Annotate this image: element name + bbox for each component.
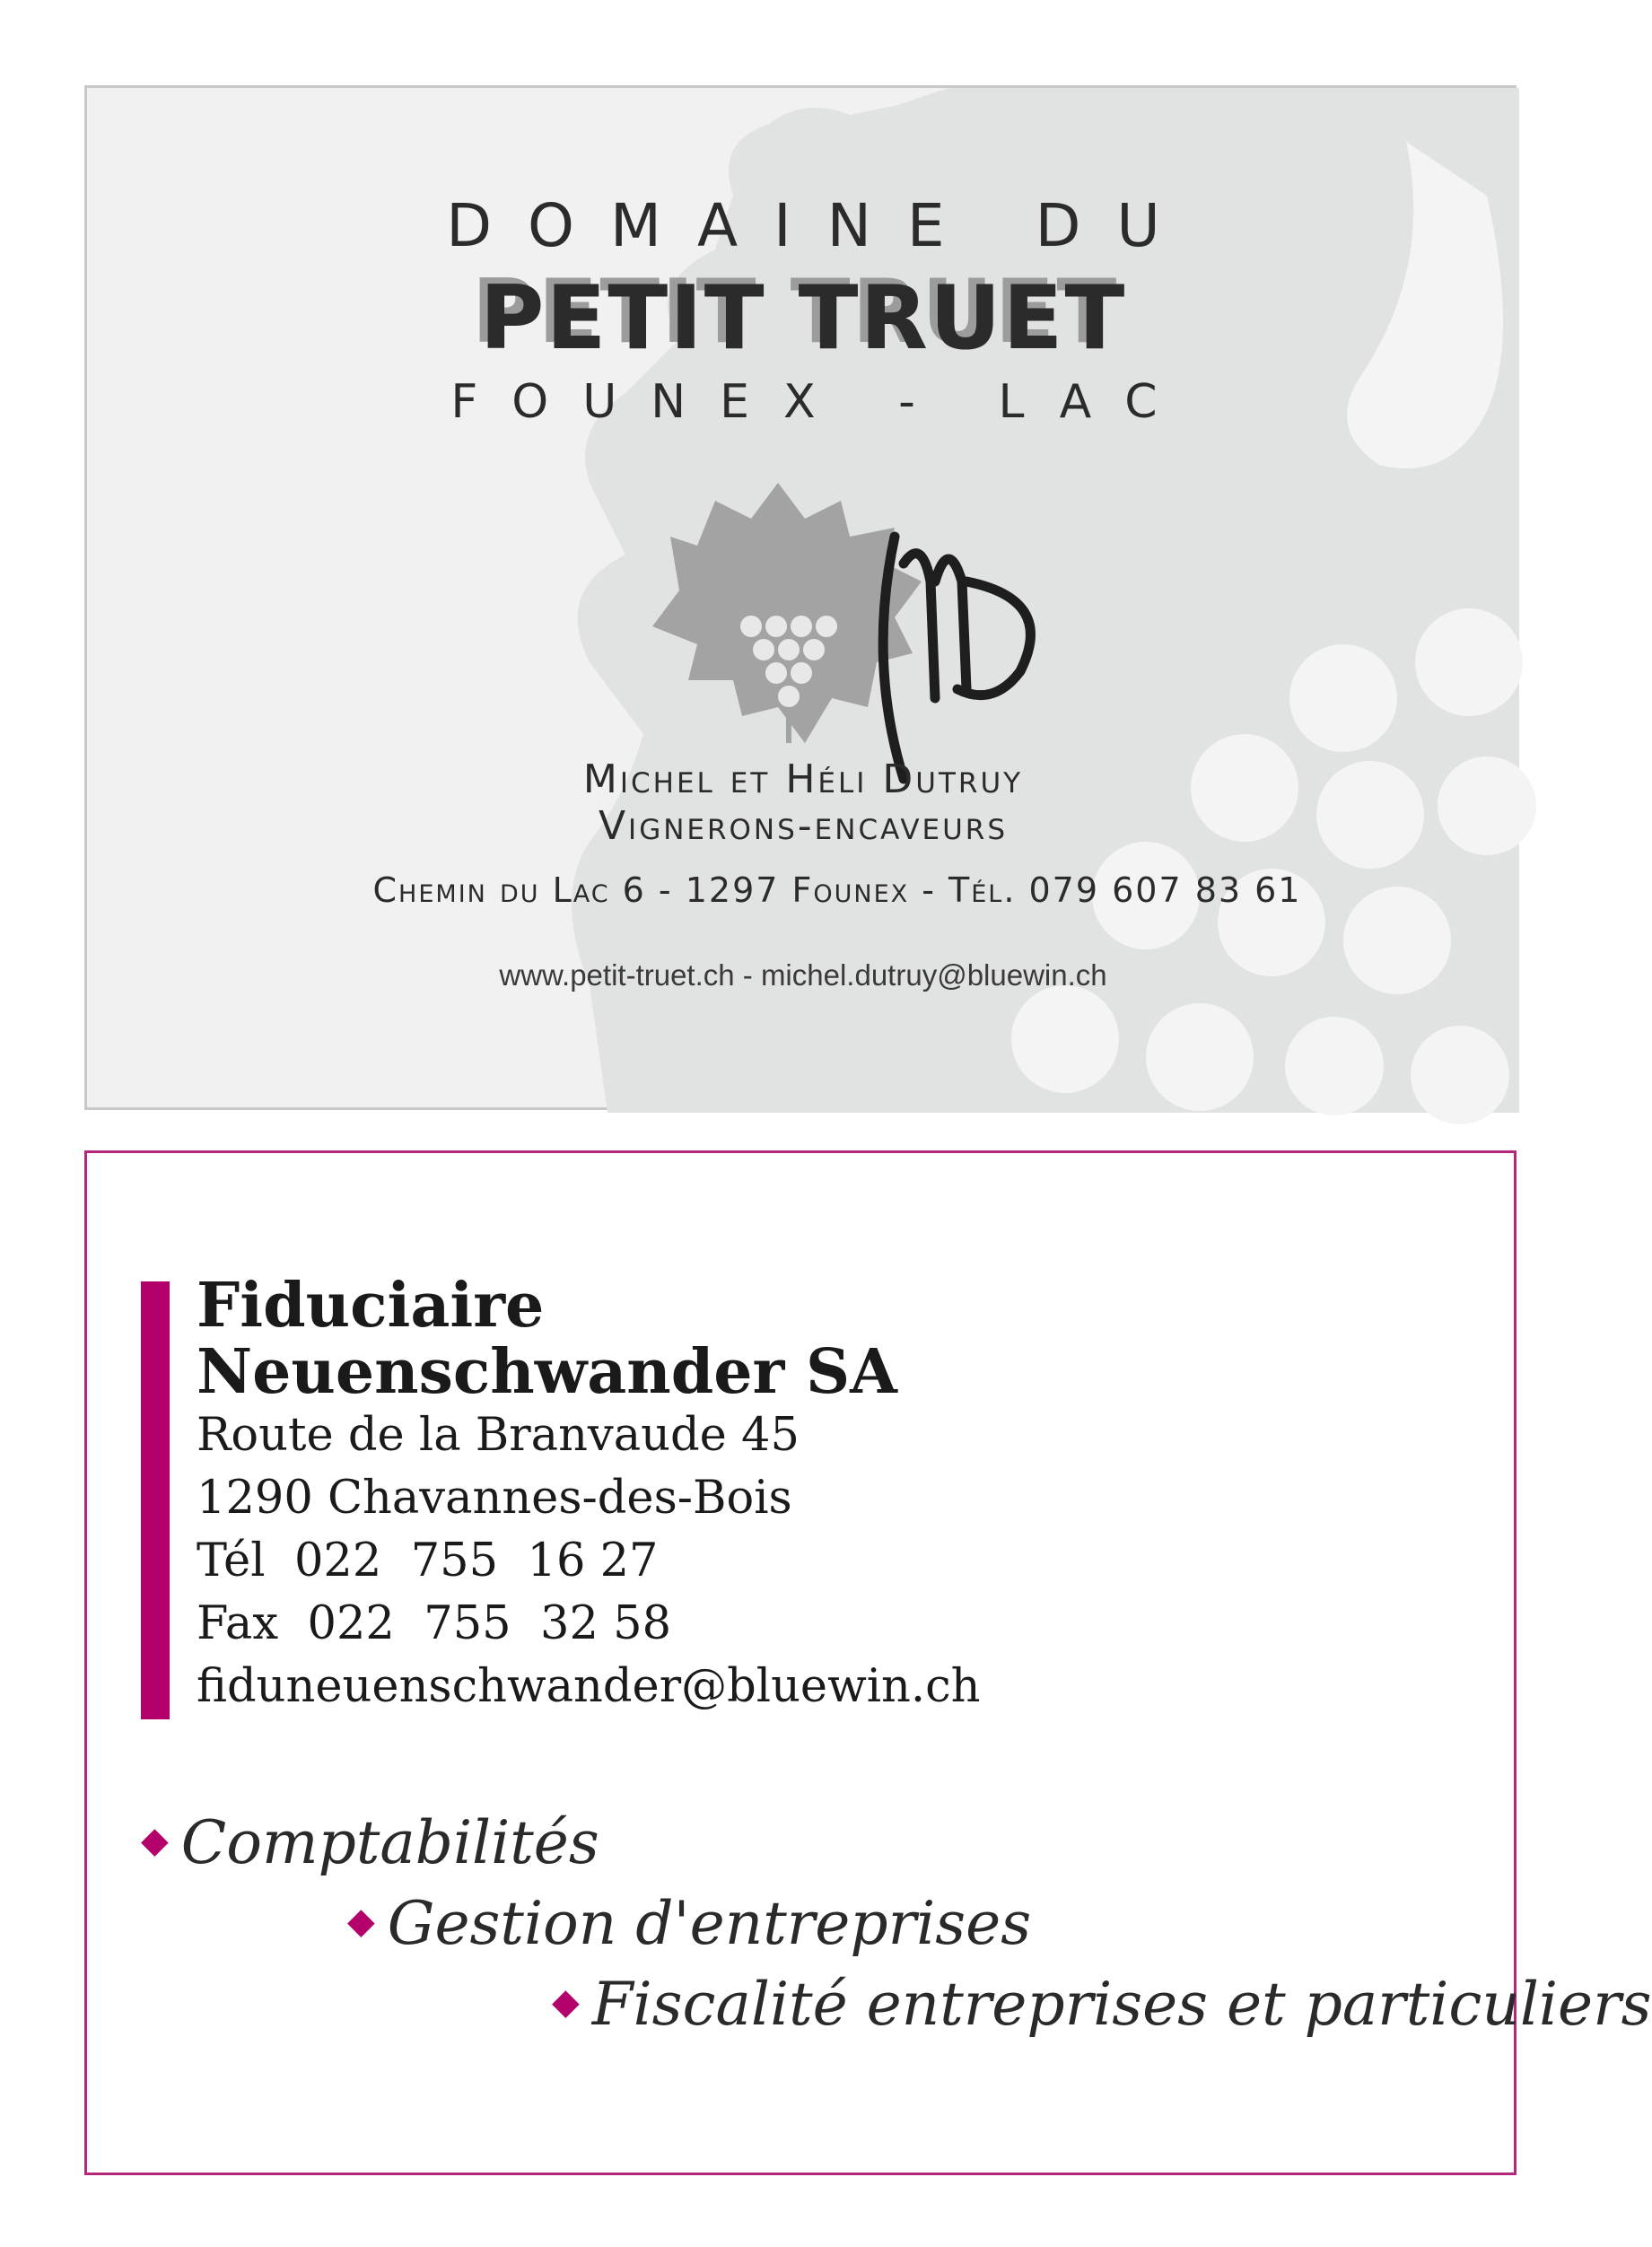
fiduciary-business-card [84, 1150, 1652, 2175]
city-address: 1290 Chavannes-des-Bois [197, 1472, 792, 1525]
wine-estate-business-card [84, 85, 1517, 1110]
web-email-line: www.petit-truet.ch - michel.dutruy@bluewin.ch [499, 958, 1107, 992]
service-item [552, 1970, 1652, 2039]
md-monogram-icon [883, 537, 1030, 779]
service-label: Gestion d'entreprises [387, 1889, 1032, 1958]
email-address: fiduneuenschwander@bluewin.ch [197, 1660, 981, 1713]
diamond-bullet-icon: ◆ [552, 1981, 580, 2023]
service-label: Comptabilités [180, 1808, 599, 1877]
diamond-bullet-icon: ◆ [347, 1901, 375, 1942]
phone-number: Tél 022 755 16 27 [197, 1534, 659, 1587]
company-name-line2: Neuenschwander SA [197, 1336, 897, 1408]
estate-name: PETIT TRUET [479, 267, 1127, 370]
fax-number: Fax 022 755 32 58 [197, 1597, 672, 1650]
accent-bar [141, 1281, 170, 1719]
address-line: Chemin du Lac 6 - 1297 Founex - Tél. 079 607 83 61 [372, 870, 1302, 910]
owners-line: Michel et Héli Dutruy [582, 756, 1024, 802]
estate-location: FOUNEX - LAC [450, 375, 1192, 429]
role-line: Vignerons-encaveurs [598, 803, 1009, 849]
estate-heading-top: DOMAINE DU [446, 191, 1196, 260]
service-item [347, 1889, 1031, 1958]
street-address: Route de la Branvaude 45 [197, 1409, 800, 1462]
service-label: Fiscalité entreprises et particuliers [591, 1970, 1652, 2039]
company-name-line1: Fiduciaire [197, 1270, 545, 1342]
diamond-bullet-icon: ◆ [141, 1820, 169, 1861]
service-item [141, 1808, 599, 1877]
